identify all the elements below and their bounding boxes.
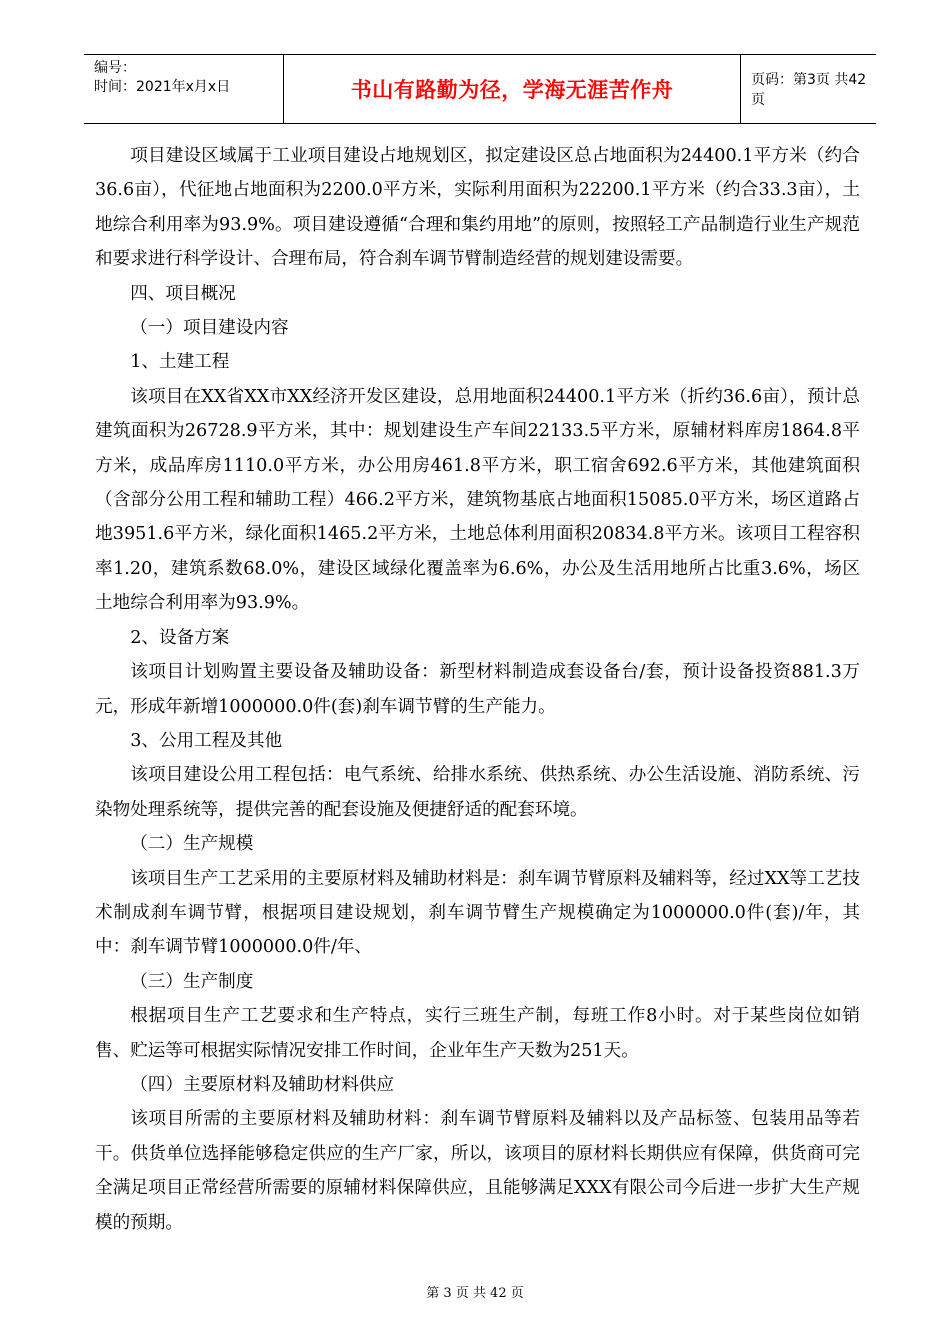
document-number-label: 编号： xyxy=(94,60,136,76)
header-motto: 书山有路勤为径，学海无涯苦作舟 xyxy=(284,55,741,123)
paragraph-production-scale: 该项目生产工艺采用的主要原材料及辅助材料是：刹车调节臂原料及辅料等，经过XX等工艺技术制成刹车调节臂，根据项目建设规划，刹车调节臂生产规模确定为1000000.0件(套)/年，其中：刹车调节臂1000000.0件/年、 xyxy=(95,868,860,958)
page-footer xyxy=(0,1282,950,1301)
paragraph-materials-supply: 该项目所需的主要原材料及辅助材料：刹车调节臂原料及辅料以及产品标签、包装用品等若干。供货单位选择能够稳定供应的生产厂家，所以，该项目的原材料长期供应有保障，供货商可完全满足项目正常经营所需要的原辅材料保障供应，且能够满足XXX有限公司今后进一步扩大生产规模的预期。 xyxy=(95,1109,860,1233)
subheading-production-system: （三）生产制度 xyxy=(130,971,254,992)
paragraph-civil-works: 该项目在XX省XX市XX经济开发区建设，总用地面积24400.1平方米（折约36.6亩），预计总建筑面积为26728.9平方米，其中：规划建设生产车间22133.5平方米，原辅材料库房1864.8平方米，成品库房1110.0平方米，办公用房461.8平方米，职工宿舍692.6平方米，其他建筑面积（含部分公用工程和辅助工程）466.2平方米，建筑物基底占地面积15085.0平方米，场区道路占地3951.6平方米，绿化面积1465.2平方米，土地总体利用面积20834.8平方米。该项目工程容积率1.20，建筑系数68.0%，建设区域绿化覆盖率为6.6%，办公及生活用地所占比重3.6%，场区土地综合利用率为93.9%。 xyxy=(95,386,860,614)
document-date: 时间：2021年x月x日 xyxy=(94,79,231,95)
subheading-equipment: 2、设备方案 xyxy=(130,627,230,648)
page-header xyxy=(84,54,876,124)
document-body xyxy=(95,139,860,1240)
subheading-production-scale: （二）生产规模 xyxy=(130,834,254,855)
subheading-materials-supply: （四）主要原材料及辅助材料供应 xyxy=(130,1074,395,1095)
header-meta xyxy=(84,55,284,123)
footer-page-number: 第 3 页 共 42 页 xyxy=(426,1286,524,1301)
paragraph-equipment: 该项目计划购置主要设备及辅助设备：新型材料制造成套设备台/套，预计设备投资881.3万元，形成年新增1000000.0件(套)刹车调节臂的生产能力。 xyxy=(95,662,860,717)
subheading-construction-content: （一）项目建设内容 xyxy=(130,318,289,339)
paragraph-production-system: 根据项目生产工艺要求和生产特点，实行三班生产制，每班工作8小时。对于某些岗位如销售、贮运等可根据实际情况安排工作时间，企业年生产天数为251天。 xyxy=(95,1006,860,1061)
subheading-civil-works: 1、土建工程 xyxy=(130,352,230,373)
section-heading-overview: 四、项目概况 xyxy=(130,283,236,304)
subheading-utilities: 3、公用工程及其他 xyxy=(130,730,283,751)
paragraph-utilities: 该项目建设公用工程包括：电气系统、给排水系统、供热系统、办公生活设施、消防系统、污染物处理系统等，提供完善的配套设施及便捷舒适的配套环境。 xyxy=(95,765,860,820)
paragraph-land-use: 项目建设区域属于工业项目建设占地规划区，拟定建设区总占地面积为24400.1平方米（约合36.6亩），代征地占地面积为2200.0平方米，实际利用面积为22200.1平方米（约合33.3亩），土地综合利用率为93.9%。项目建设遵循“合理和集约用地”的原则，按照轻工产品制造行业生产规范和要求进行科学设计、合理布局，符合刹车调节臂制造经营的规划建设需要。 xyxy=(95,146,860,270)
header-page-info: 页码：第3页 共42页 xyxy=(751,72,867,108)
